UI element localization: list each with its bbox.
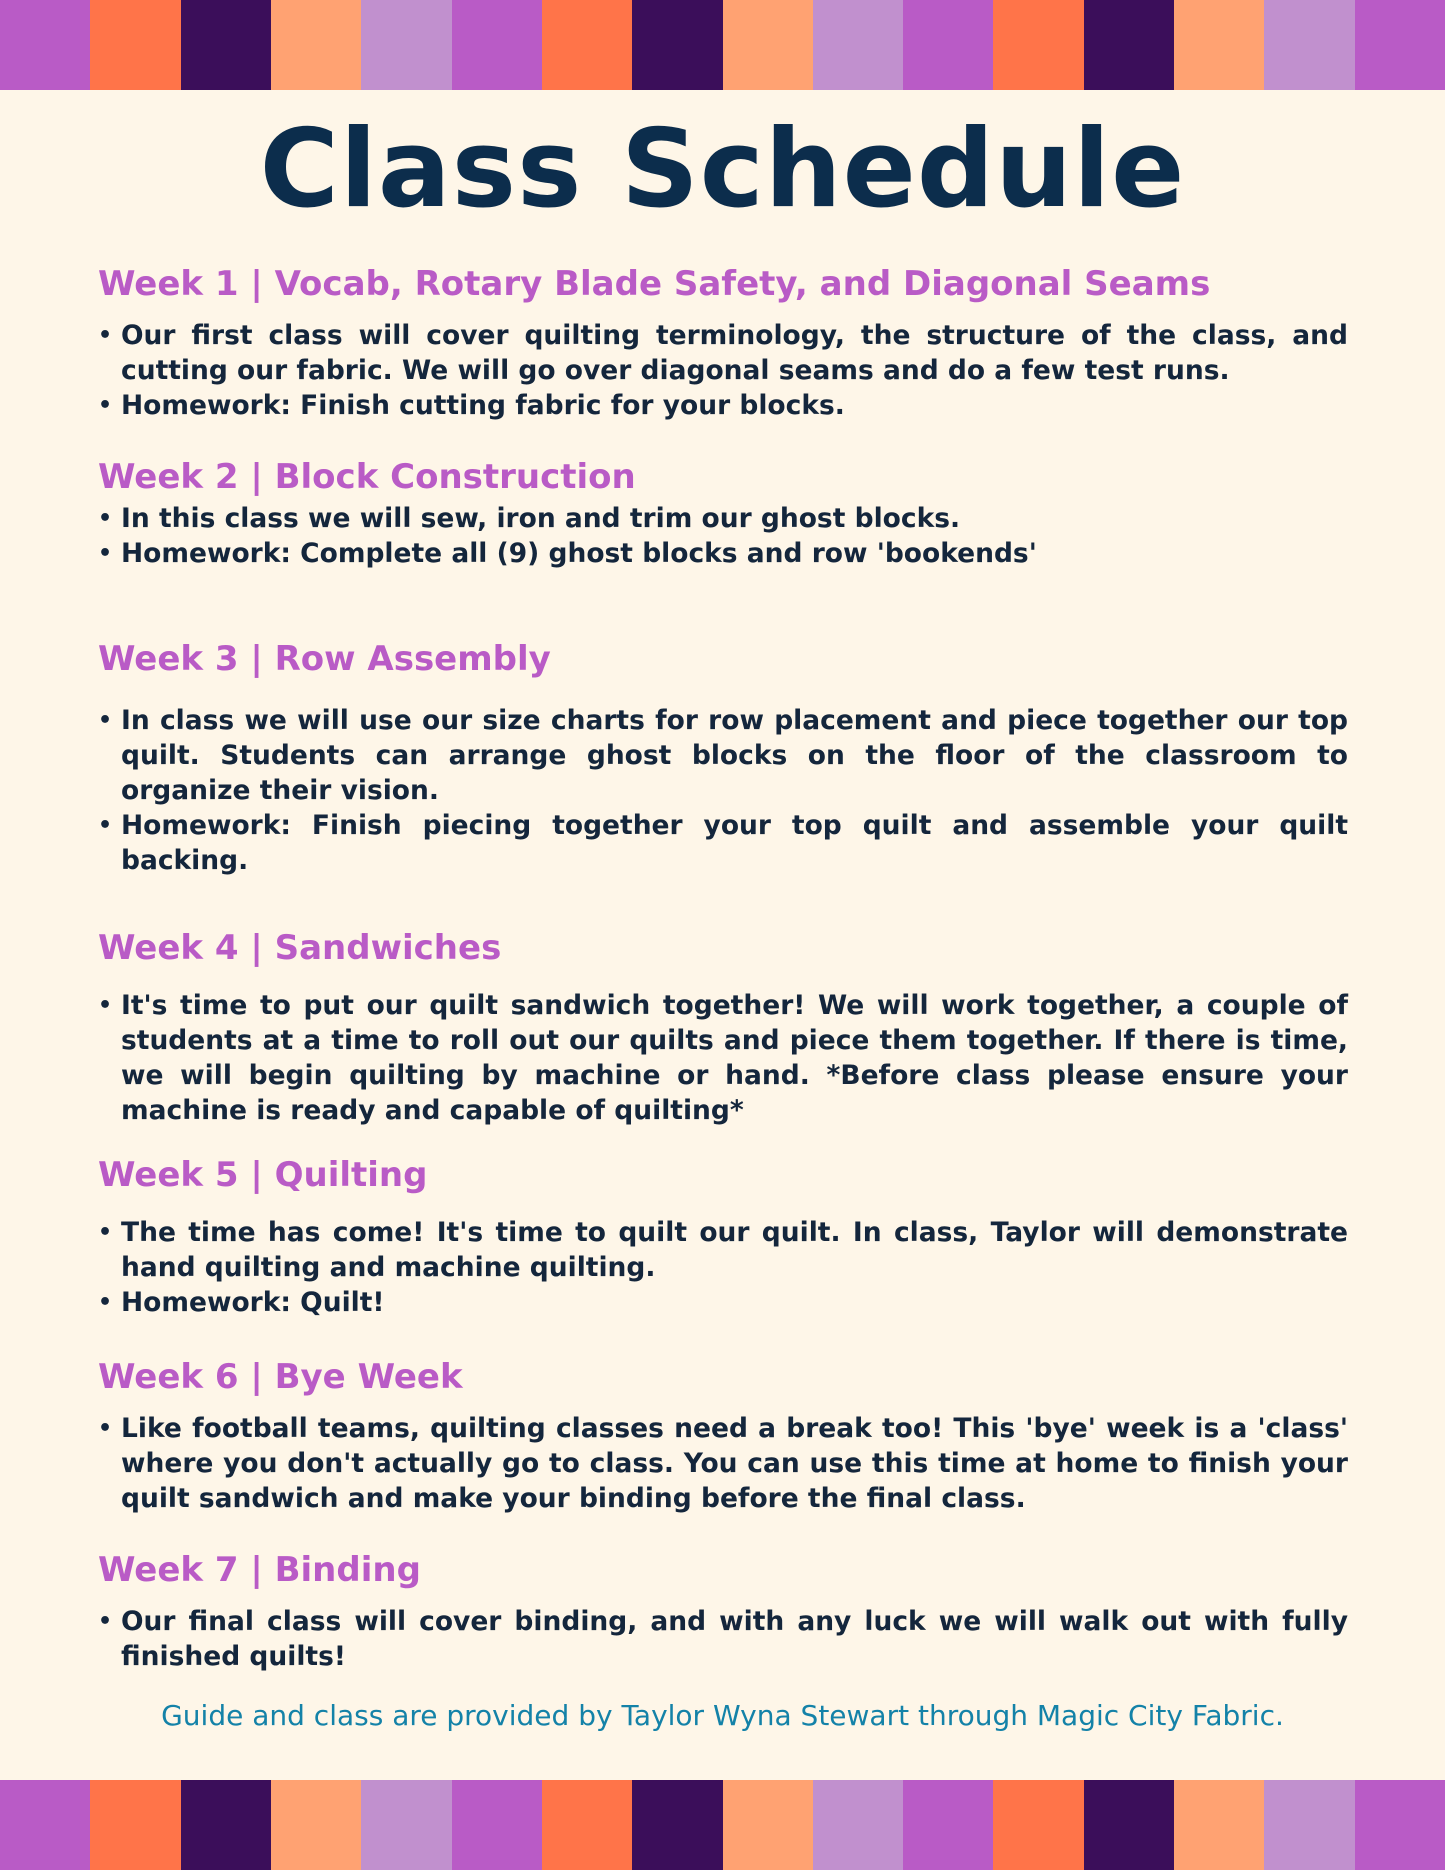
week-1-section: [98, 262, 1348, 423]
week-6-section: [98, 1355, 1348, 1516]
stripe-segment: [813, 1780, 903, 1870]
week-5-section: [98, 1153, 1348, 1320]
week-2-section: [98, 455, 1348, 571]
stripe-segment: [993, 1780, 1083, 1870]
stripe-segment: [993, 0, 1083, 90]
week-3-bullet-1: • In class we will use our size charts for row placement and piece together our top quilt. Students can arrange ghost blocks on the floor of the classroom to organize their vision.: [98, 703, 1348, 808]
week-6-bullet-1: • Like football teams, quilting classes need a break too! This 'bye' week is a 'class' where you don't actually go to class. You can use this time at home to finish your quilt sandwich and make your binding before the final class.: [98, 1411, 1348, 1516]
week-4-section: [98, 926, 1348, 1128]
stripe-segment: [903, 0, 993, 90]
page-title: Class Schedule: [259, 107, 1186, 232]
week-6-heading: Week 6 | Bye Week: [98, 1357, 463, 1397]
bottom-color-stripe: [0, 1780, 1445, 1870]
stripe-segment: [452, 1780, 542, 1870]
stripe-segment: [271, 0, 361, 90]
stripe-segment: [271, 1780, 361, 1870]
stripe-segment: [361, 0, 451, 90]
stripe-segment: [0, 0, 90, 90]
week-2-bullet-1: • In this class we will sew, iron and trim our ghost blocks.: [98, 501, 1348, 536]
week-4-heading: Week 4 | Sandwiches: [98, 928, 502, 968]
stripe-segment: [1264, 1780, 1354, 1870]
stripe-segment: [1084, 0, 1174, 90]
stripe-segment: [90, 1780, 180, 1870]
stripe-segment: [1174, 0, 1264, 90]
week-5-heading: Week 5 | Quilting: [98, 1155, 428, 1195]
stripe-segment: [1355, 1780, 1445, 1870]
stripe-segment: [1084, 1780, 1174, 1870]
stripe-segment: [1355, 0, 1445, 90]
stripe-segment: [542, 1780, 632, 1870]
stripe-segment: [723, 0, 813, 90]
week-1-bullet-1: • Our first class will cover quilting terminology, the structure of the class, and cutting our fabric. We will go over diagonal seams and do a few test runs.: [98, 318, 1348, 388]
stripe-segment: [181, 0, 271, 90]
stripe-segment: [813, 0, 903, 90]
week-3-bullet-2: • Homework: Finish piecing together your top quilt and assemble your quilt backing.: [98, 808, 1348, 878]
footer-credit: Guide and class are provided by Taylor Wyna Stewart through Magic City Fabric.: [161, 1699, 1284, 1732]
stripe-segment: [181, 1780, 271, 1870]
week-5-bullet-1: • The time has come! It's time to quilt our quilt. In class, Taylor will demonstrate hand quilting and machine quilting.: [98, 1215, 1348, 1285]
week-7-bullet-1: • Our final class will cover binding, and with any luck we will walk out with fully finished quilts!: [98, 1604, 1348, 1674]
top-color-stripe: [0, 0, 1445, 90]
stripe-segment: [90, 0, 180, 90]
stripe-segment: [452, 0, 542, 90]
stripe-segment: [1174, 1780, 1264, 1870]
week-7-section: [98, 1548, 1348, 1674]
week-3-section: [98, 637, 1348, 878]
stripe-segment: [0, 1780, 90, 1870]
stripe-segment: [632, 1780, 722, 1870]
stripe-segment: [632, 0, 722, 90]
stripe-segment: [723, 1780, 813, 1870]
week-3-heading: Week 3 | Row Assembly: [98, 639, 551, 679]
week-5-bullet-2: • Homework: Quilt!: [98, 1285, 1348, 1320]
stripe-segment: [1264, 0, 1354, 90]
week-1-heading: Week 1 | Vocab, Rotary Blade Safety, and Diagonal Seams: [98, 264, 1211, 304]
stripe-segment: [903, 1780, 993, 1870]
week-2-heading: Week 2 | Block Construction: [98, 457, 636, 497]
stripe-segment: [542, 0, 632, 90]
week-1-bullet-2: • Homework: Finish cutting fabric for your blocks.: [98, 388, 1348, 423]
week-7-heading: Week 7 | Binding: [98, 1550, 421, 1590]
week-2-bullet-2: • Homework: Complete all (9) ghost blocks and row 'bookends': [98, 536, 1348, 571]
week-4-bullet-1: • It's time to put our quilt sandwich together! We will work together, a couple of students at a time to roll out our quilts and piece them together. If there is time, we will begin quilting by machine or hand. *Before class please ensure your machine is ready and capable of quilting*: [98, 988, 1348, 1128]
stripe-segment: [361, 1780, 451, 1870]
